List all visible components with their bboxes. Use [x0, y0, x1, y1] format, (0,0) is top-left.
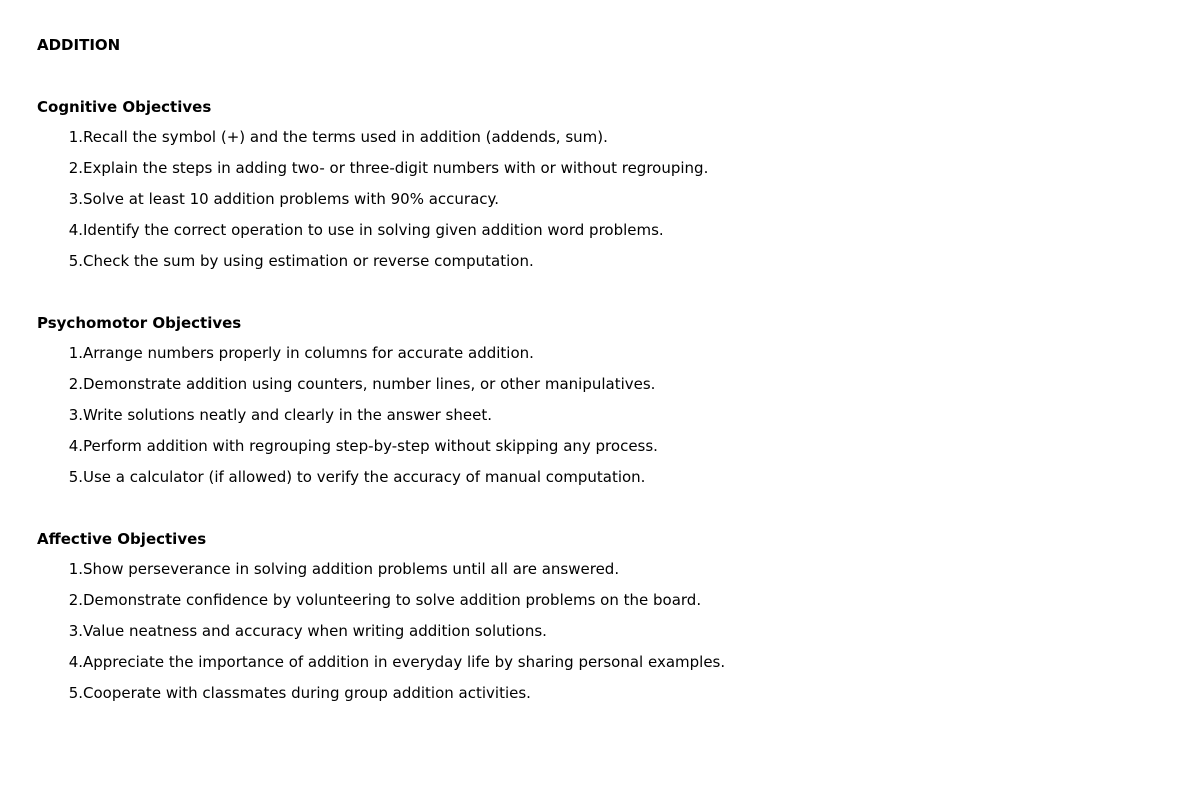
item-text: Identify the correct operation to use in solving given addition word problems. [83, 221, 664, 239]
list-item [37, 332, 1137, 362]
item-text: Demonstrate confidence by volunteering to solve addition problems on the board. [83, 591, 702, 609]
list-item [37, 208, 1137, 239]
item-text: Solve at least 10 addition problems with 90% accuracy. [83, 190, 500, 208]
item-number: 1. [68, 560, 83, 578]
item-text: Demonstrate addition using counters, number lines, or other manipulatives. [83, 375, 656, 393]
item-number: 5. [68, 468, 83, 486]
list-item [37, 640, 1137, 671]
objective-list [37, 116, 1137, 270]
section-psychomotor-objectives [37, 314, 1137, 486]
item-text: Use a calculator (if allowed) to verify the accuracy of manual computation. [83, 468, 646, 486]
section-heading: Cognitive Objectives [37, 98, 212, 116]
list-item [37, 671, 1137, 702]
item-text: Appreciate the importance of addition in everyday life by sharing personal examples. [83, 653, 726, 671]
item-number: 4. [68, 653, 83, 671]
item-text: Check the sum by using estimation or reverse computation. [83, 252, 534, 270]
item-number: 5. [68, 684, 83, 702]
section-affective-objectives [37, 530, 1137, 702]
item-text: Perform addition with regrouping step-by-step without skipping any process. [83, 437, 658, 455]
item-number: 2. [68, 591, 83, 609]
list-item [37, 424, 1137, 455]
list-item [37, 455, 1137, 486]
item-text: Cooperate with classmates during group addition activities. [83, 684, 531, 702]
list-item [37, 609, 1137, 640]
list-item [37, 146, 1137, 177]
list-item [37, 177, 1137, 208]
item-number: 1. [68, 344, 83, 362]
section-heading: Affective Objectives [37, 530, 207, 548]
section-cognitive-objectives [37, 98, 1137, 270]
list-item [37, 116, 1137, 146]
item-number: 5. [68, 252, 83, 270]
section-heading: Psychomotor Objectives [37, 314, 242, 332]
item-number: 1. [68, 128, 83, 146]
list-item [37, 239, 1137, 270]
item-text: Value neatness and accuracy when writing addition solutions. [83, 622, 547, 640]
item-text: Arrange numbers properly in columns for accurate addition. [83, 344, 534, 362]
item-text: Explain the steps in adding two- or three-digit numbers with or without regrouping. [83, 159, 709, 177]
item-number: 3. [68, 622, 83, 640]
item-text: Write solutions neatly and clearly in the answer sheet. [83, 406, 492, 424]
list-item [37, 548, 1137, 578]
item-number: 3. [68, 406, 83, 424]
document-title: ADDITION [37, 36, 121, 54]
list-item [37, 362, 1137, 393]
objective-list [37, 548, 1137, 702]
list-item [37, 393, 1137, 424]
item-number: 2. [68, 159, 83, 177]
item-text: Show perseverance in solving addition problems until all are answered. [83, 560, 620, 578]
item-number: 2. [68, 375, 83, 393]
item-text: Recall the symbol (+) and the terms used in addition (addends, sum). [83, 128, 608, 146]
item-number: 3. [68, 190, 83, 208]
list-item [37, 578, 1137, 609]
item-number: 4. [68, 437, 83, 455]
item-number: 4. [68, 221, 83, 239]
objective-list [37, 332, 1137, 486]
